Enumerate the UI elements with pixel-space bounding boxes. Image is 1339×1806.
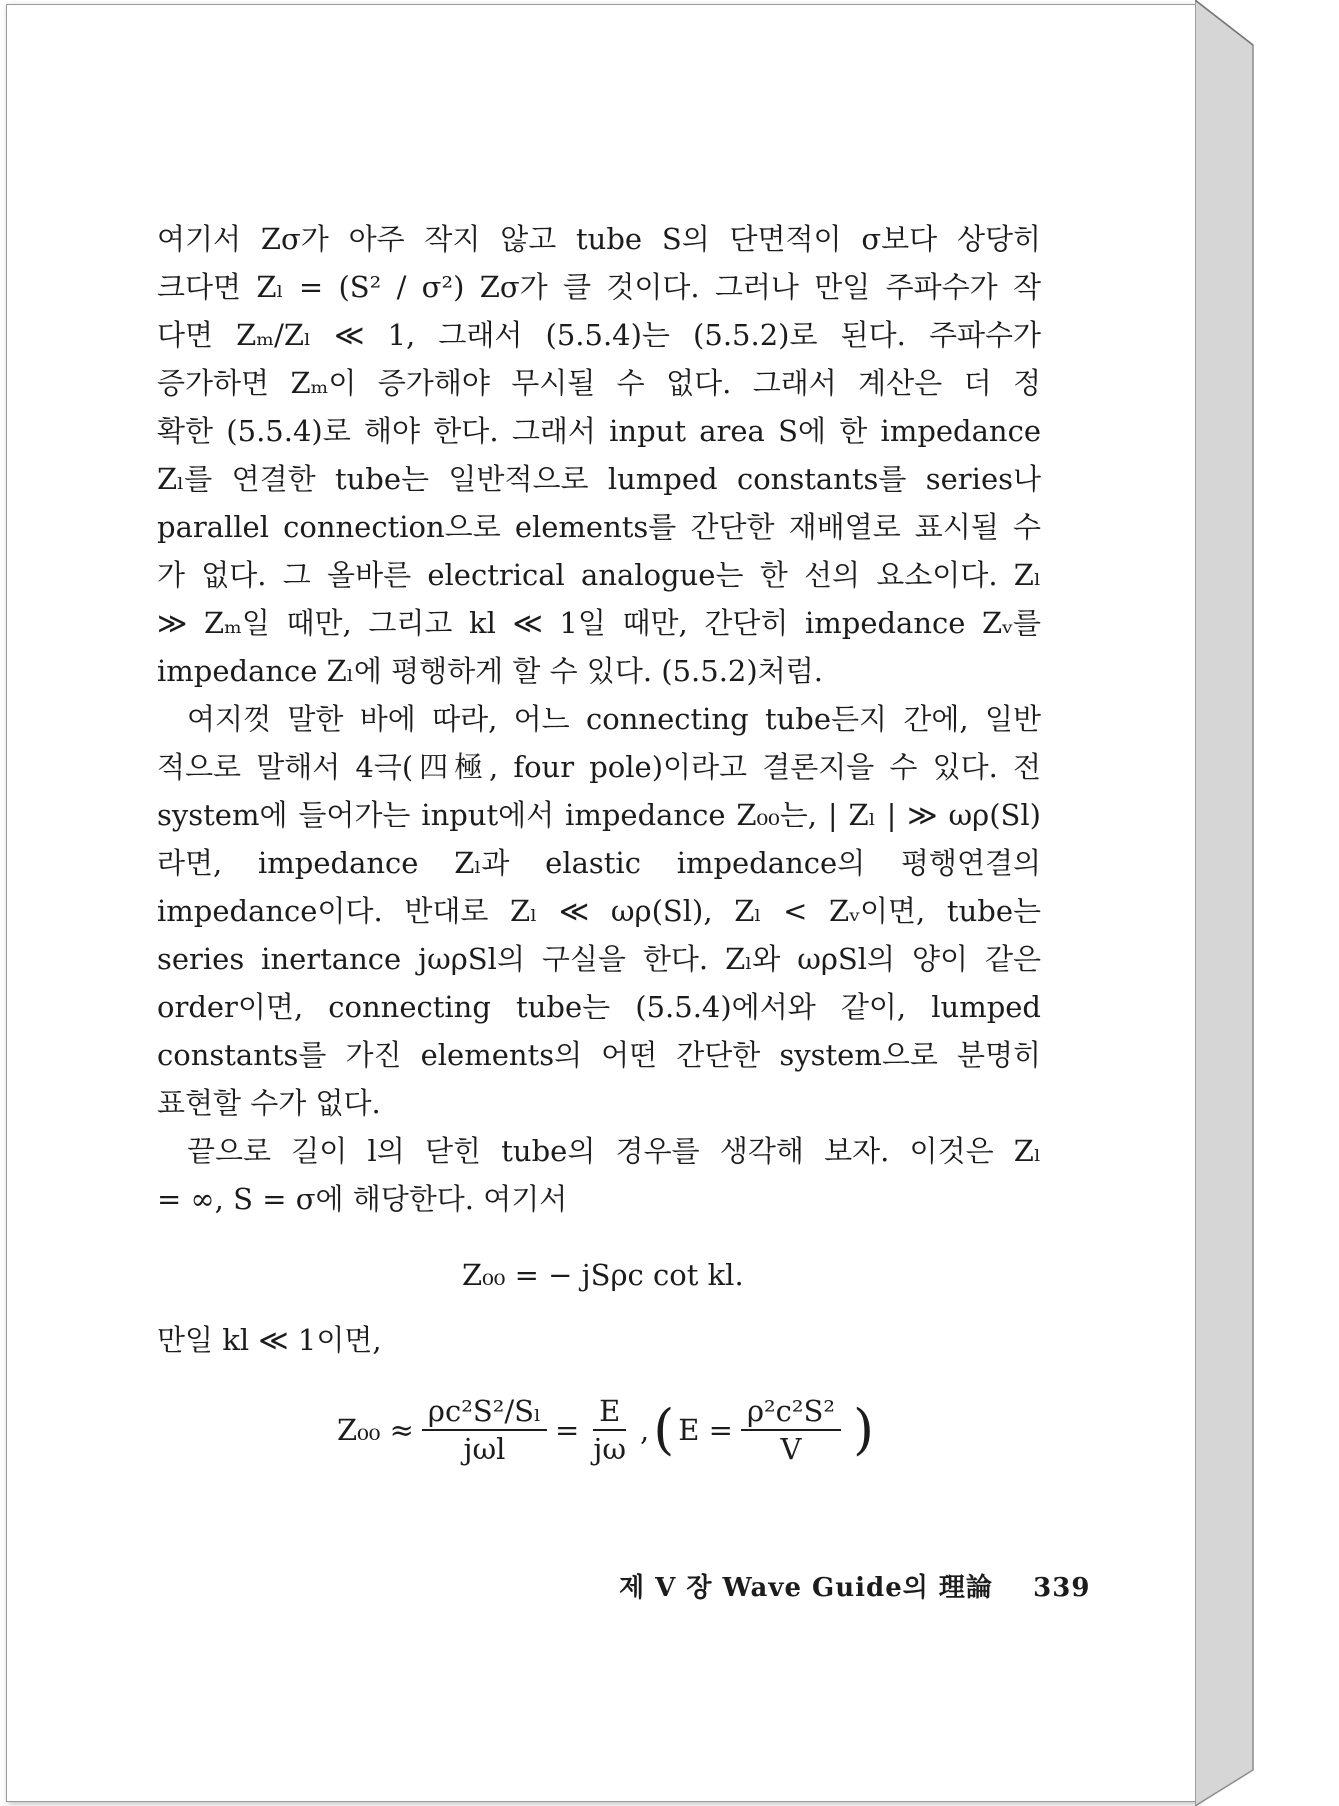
eq-lhs: Z₀₀ ≈ xyxy=(337,1413,414,1447)
text-line: constants를 가진 elements의 어떤 간단한 system으로 분명히 xyxy=(157,1038,1041,1072)
text-line: 증가하면 Zₘ이 증가해야 무시될 수 없다. 그래서 계산은 더 정 xyxy=(157,366,1041,400)
paren-close: ) xyxy=(853,1398,875,1461)
chapter-title: 제 V 장 Wave Guide의 理論 xyxy=(619,1573,993,1603)
text-line: series inertance jωρSl의 구실을 한다. Zₗ와 ωρSl의 양이 같은 xyxy=(157,942,1041,976)
fraction-2 xyxy=(587,1393,632,1467)
text-line: 가 없다. 그 올바른 electrical analogue는 한 선의 요소이다. Zₗ xyxy=(157,558,1041,592)
text-line: impedance이다. 반대로 Zₗ ≪ ωρ(Sl), Zₗ < Zᵥ이면, tube는 xyxy=(157,894,1041,928)
fraction-numerator: ρc²S²/Sₗ xyxy=(422,1393,547,1431)
condition-text: 만일 kl ≪ 1이면, xyxy=(157,1323,382,1357)
body-text xyxy=(157,215,1041,1223)
eq-equals: = xyxy=(555,1413,580,1447)
text-line: = ∞, S = σ에 해당한다. 여기서 xyxy=(157,1182,568,1216)
paragraph-2 xyxy=(157,695,1041,1127)
book-side-edge xyxy=(1195,0,1255,1806)
eq-inner-lhs: E = xyxy=(678,1413,733,1447)
text-line: 여기서 Zσ가 아주 작지 않고 tube S의 단면적이 σ보다 상당히 xyxy=(157,222,1041,256)
equation-closed-tube: Z₀₀ = − jSρc cot kl. xyxy=(462,1258,744,1292)
book-page xyxy=(6,4,1199,1802)
text-line: 끝으로 길이 l의 닫힌 tube의 경우를 생각해 보자. 이것은 Zₗ xyxy=(187,1134,1041,1168)
page-number: 339 xyxy=(1033,1573,1091,1603)
fraction-numerator: E xyxy=(593,1393,626,1431)
paragraph-3 xyxy=(157,1127,1041,1223)
paren-open: ( xyxy=(653,1398,675,1461)
fraction-denominator: jωl xyxy=(463,1432,506,1466)
text-line: ≫ Zₘ일 때만, 그리고 kl ≪ 1일 때만, 간단히 impedance Zᵥ를 xyxy=(157,606,1041,640)
text-line: system에 들어가는 input에서 impedance Z₀₀는, | Zₗ | ≫ ωρ(Sl) xyxy=(157,798,1041,832)
text-line: 확한 (5.5.4)로 해야 한다. 그래서 input area S에 한 impedance xyxy=(157,414,1041,448)
text-line: 적으로 말해서 4극(四極, four pole)이라고 결론지을 수 있다. 전 xyxy=(157,750,1041,784)
text-line: 여지껏 말한 바에 따라, 어느 connecting tube든지 간에, 일반 xyxy=(187,702,1041,736)
fraction-denominator: V xyxy=(780,1432,802,1466)
text-line: impedance Zₗ에 평행하게 할 수 있다. (5.5.2)처럼. xyxy=(157,654,823,688)
text-line: Zₗ를 연결한 tube는 일반적으로 lumped constants를 series나 xyxy=(157,462,1041,496)
paragraph-1 xyxy=(157,215,1041,695)
eq-comma: , xyxy=(639,1413,650,1447)
text-line: 표현할 수가 없다. xyxy=(157,1086,381,1120)
fraction-numerator: ρ²c²S² xyxy=(741,1393,841,1431)
page-footer xyxy=(619,1567,1090,1604)
equation-approximation xyxy=(337,1390,878,1470)
fraction-1 xyxy=(422,1393,547,1467)
text-line: 크다면 Zₗ = (S² / σ²) Zσ가 클 것이다. 그러나 만일 주파수가 작 xyxy=(157,270,1041,304)
text-line: 라면, impedance Zₗ과 elastic impedance의 평행연결의 xyxy=(157,846,1041,880)
text-line: 다면 Zₘ/Zₗ ≪ 1, 그래서 (5.5.4)는 (5.5.2)로 된다. 주파수가 xyxy=(157,318,1041,352)
fraction-3 xyxy=(741,1393,841,1467)
text-line: order이면, connecting tube는 (5.5.4)에서와 같이, lumped xyxy=(157,990,1041,1024)
text-line: parallel connection으로 elements를 간단한 재배열로 표시될 수 xyxy=(157,510,1041,544)
fraction-denominator: jω xyxy=(593,1432,626,1466)
